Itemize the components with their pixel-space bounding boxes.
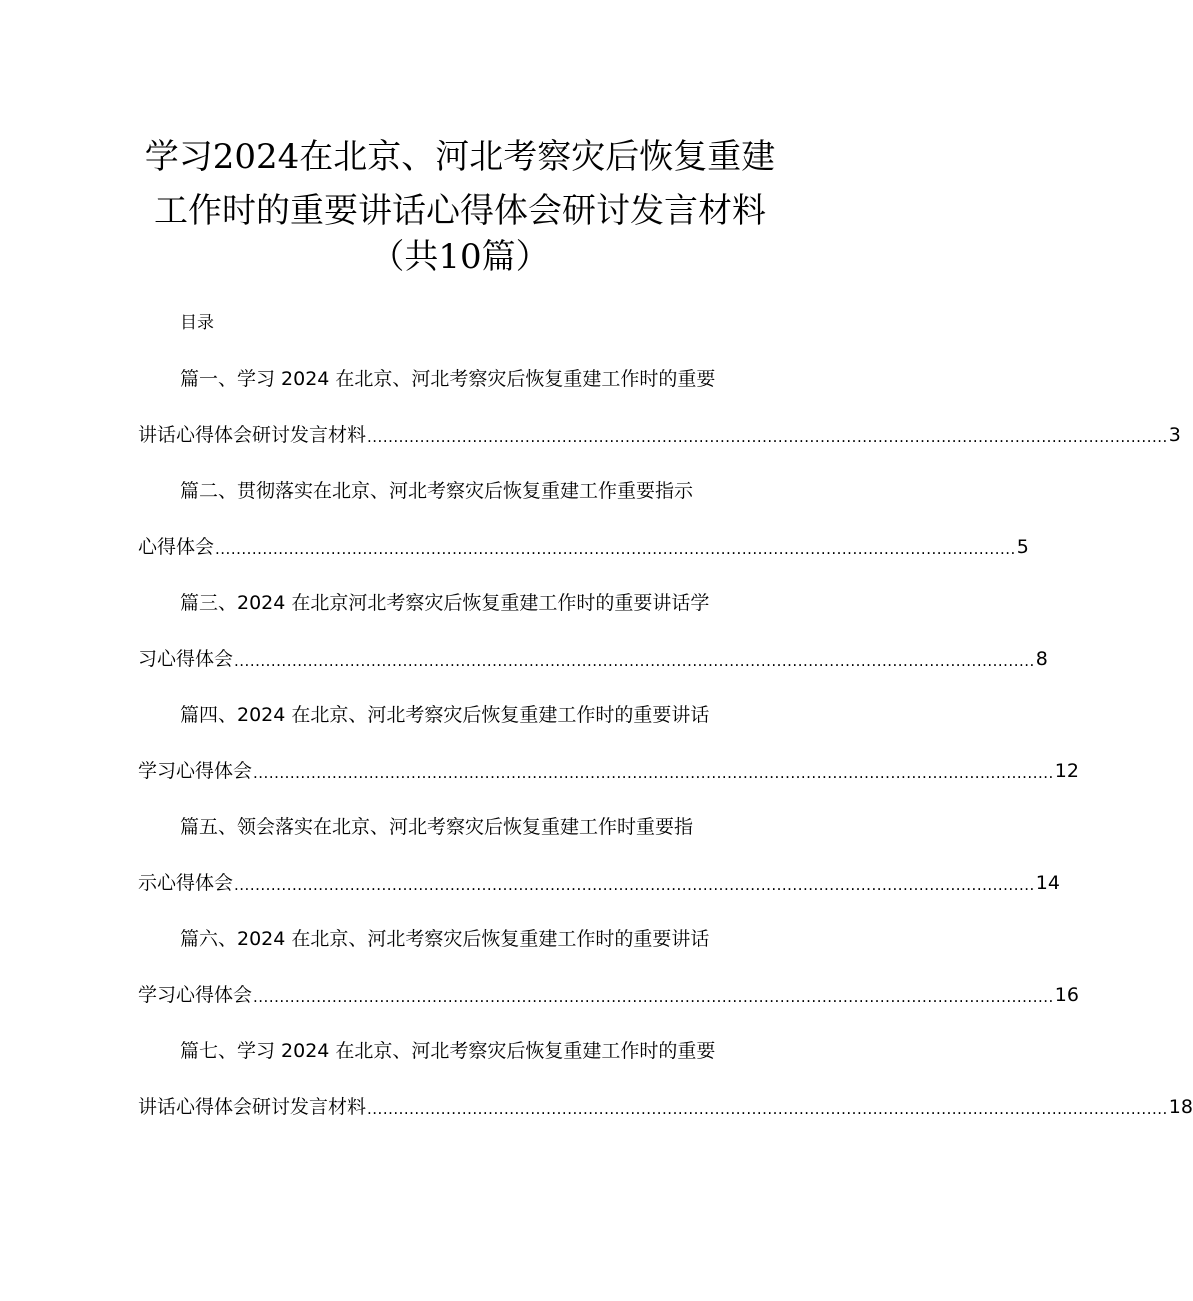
toc-entry-5-continuation: 示心得体会 [138, 872, 234, 894]
toc-entry-5-page: 14 [1035, 872, 1060, 894]
toc-entry-1-page: 3 [1168, 424, 1181, 446]
toc-entry-6-leader: ........................................................................................................................................................ [253, 988, 1054, 1006]
toc-entry-7-line-1: 篇七、学习 2024 在北京、河北考察灾后恢复重建工作时的重要 [180, 1040, 716, 1062]
document-title-line-3: （共10篇） [370, 237, 550, 277]
toc-entry-2-continuation: 心得体会 [138, 536, 215, 558]
toc-entry-7-continuation: 讲话心得体会研讨发言材料 [138, 1096, 367, 1118]
toc-entry-5-line-1: 篇五、领会落实在北京、河北考察灾后恢复重建工作时重要指 [180, 816, 694, 838]
document-title-line-2: 工作时的重要讲话心得体会研讨发言材料 [154, 191, 766, 231]
toc-entry-4-leader: ........................................................................................................................................................ [253, 764, 1054, 782]
toc-entry-6-line-1: 篇六、2024 在北京、河北考察灾后恢复重建工作时的重要讲话 [180, 928, 710, 950]
toc-entry-5-leader: ........................................................................................................................................................ [234, 876, 1035, 894]
toc-entry-1-line-1: 篇一、学习 2024 在北京、河北考察灾后恢复重建工作时的重要 [180, 368, 716, 390]
toc-entry-1-continuation: 讲话心得体会研讨发言材料 [138, 424, 367, 446]
toc-entry-6-page: 16 [1054, 984, 1079, 1006]
toc-entry-2-line-1: 篇二、贯彻落实在北京、河北考察灾后恢复重建工作重要指示 [180, 480, 694, 502]
toc-entry-4-line-1: 篇四、2024 在北京、河北考察灾后恢复重建工作时的重要讲话 [180, 704, 710, 726]
toc-entry-2-leader: ........................................................................................................................................................ [215, 540, 1016, 558]
toc-entry-2-line-2 [138, 536, 1029, 558]
toc-entry-7-line-2 [138, 1096, 1193, 1118]
toc-heading: 目录 [180, 313, 214, 333]
toc-entry-6-line-2 [138, 984, 1079, 1006]
toc-entry-1-line-2 [138, 424, 1181, 446]
toc-entry-7-page: 18 [1168, 1096, 1193, 1118]
toc-entry-3-line-2 [138, 648, 1048, 670]
toc-entry-4-continuation: 学习心得体会 [138, 760, 253, 782]
toc-entry-6-continuation: 学习心得体会 [138, 984, 253, 1006]
toc-entry-2-page: 5 [1016, 536, 1029, 558]
toc-entry-3-line-1: 篇三、2024 在北京河北考察灾后恢复重建工作时的重要讲话学 [180, 592, 710, 614]
toc-entry-7-leader: ........................................................................................................................................................ [367, 1100, 1168, 1118]
toc-entry-3-leader: ........................................................................................................................................................ [234, 652, 1035, 670]
toc-entry-3-continuation: 习心得体会 [138, 648, 234, 670]
toc-entry-5-line-2 [138, 872, 1060, 894]
toc-entry-3-page: 8 [1035, 648, 1048, 670]
toc-entry-1-leader: ........................................................................................................................................................ [367, 428, 1168, 446]
toc-entry-4-page: 12 [1054, 760, 1079, 782]
toc-entry-4-line-2 [138, 760, 1079, 782]
document-title-line-1: 学习2024在北京、河北考察灾后恢复重建 [144, 137, 776, 177]
